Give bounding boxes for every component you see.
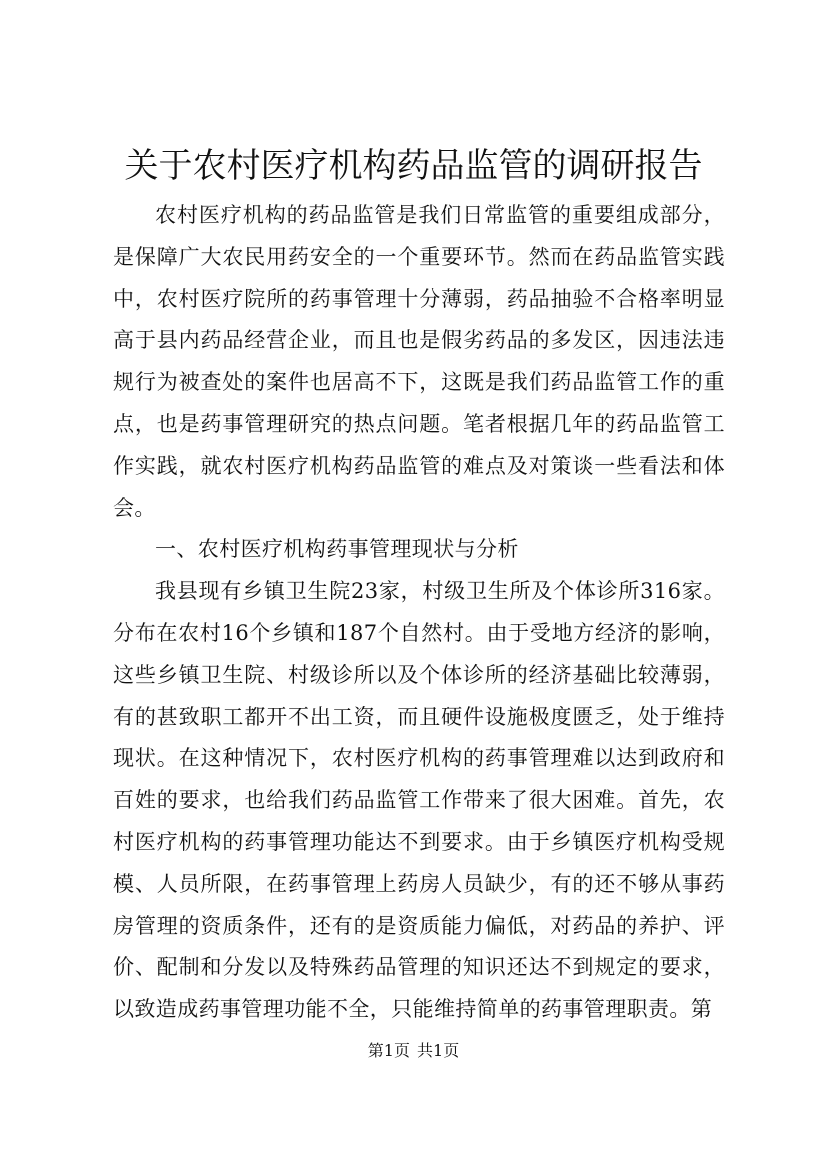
section-paragraph: 我县现有乡镇卫生院23家，村级卫生所及个体诊所316家。分布在农村16个乡镇和187个自然村。由于受地方经济的影响，这些乡镇卫生院、村级诊所以及个体诊所的经济基础比较薄弱，有的甚致职工都开不出工资，而且硬件设施极度匮乏，处于维持现状。在这种情况下，农村医疗机构的药事管理难以达到政府和百姓的要求，也给我们药品监管工作带来了很大困难。首先，农村医疗机构的药事管理功能达不到要求。由于乡镇医疗机构受规模、人员所限，在药事管理上药房人员缺少，有的还不够从事药房管理的资质条件，还有的是资质能力偏低，对药品的养护、评价、配制和分发以及特殊药品管理的知识还达不到规定的要求，以致造成药事管理功能不全，只能维持简单的药事管理职责。第 [113, 579, 725, 1022]
intro-paragraph: 农村医疗机构的药品监管是我们日常监管的重要组成部分，是保障广大农民用药安全的一个重要环节。然而在药品监管实践中，农村医疗院所的药事管理十分薄弱，药品抽验不合格率明显高于县内药品经营企业，而且也是假劣药品的多发区，因违法违规行为被查处的案件也居高不下，这既是我们药品监管工作的重点，也是药事管理研究的热点问题。笔者根据几年的药品监管工作实践，就农村医疗机构药品监管的难点及对策谈一些看法和体会。 [113, 203, 725, 520]
page-total: 共1页 [417, 1041, 460, 1060]
page-number: 第1页 [367, 1041, 410, 1060]
page-footer [0, 1040, 827, 1062]
document-title: 关于农村医疗机构药品监管的调研报告 [124, 146, 703, 186]
document-body [113, 195, 725, 1031]
section-heading: 一、农村医疗机构药事管理现状与分析 [155, 537, 519, 562]
